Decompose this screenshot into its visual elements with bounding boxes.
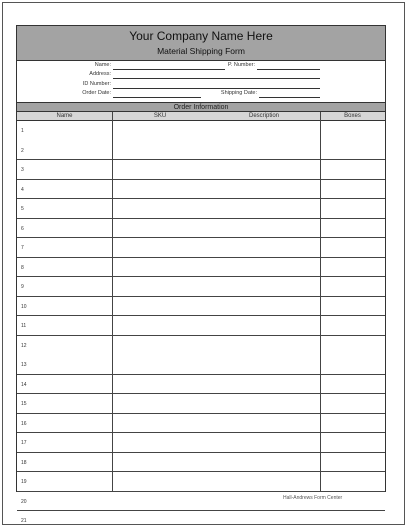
address-label: Address: [89, 71, 111, 77]
row-number: 18 [21, 459, 27, 466]
shipping-date-label: Shipping Date: [220, 90, 257, 96]
id-number-field[interactable] [113, 88, 320, 89]
table-row[interactable] [17, 258, 385, 278]
name-field[interactable] [113, 69, 225, 70]
address-field[interactable] [113, 78, 320, 79]
form-title: Material Shipping Form [157, 46, 245, 56]
table-row[interactable] [17, 375, 385, 395]
name-label: Name: [94, 62, 111, 68]
row-number: 8 [21, 264, 24, 271]
form-header [17, 26, 385, 61]
company-name: Your Company Name Here [129, 29, 273, 43]
row-number: 9 [21, 284, 24, 290]
table-row[interactable] [17, 414, 385, 434]
table-row[interactable] [17, 238, 385, 258]
table-row[interactable] [17, 219, 385, 239]
order-date-field[interactable] [113, 97, 201, 98]
footer-credit: Hall-Andrews Form Center [283, 495, 343, 501]
row-number: 7 [21, 245, 24, 251]
row-number: 12 [21, 342, 27, 349]
row-number: 20 [21, 498, 27, 505]
table-row[interactable] [17, 394, 385, 414]
row-number: 3 [21, 167, 24, 173]
table-row[interactable] [17, 433, 385, 453]
ship-via-label: P. Number: [227, 62, 255, 68]
row-number: 15 [21, 401, 27, 407]
column-header-boxes: Boxes [344, 113, 361, 119]
row-number: 5 [21, 206, 24, 212]
page [2, 2, 405, 525]
ship-via-field[interactable] [257, 69, 320, 70]
row-number: 21 [21, 518, 27, 524]
row-number: 11 [21, 323, 27, 329]
row-number: 4 [21, 186, 24, 193]
table-row[interactable] [17, 277, 385, 297]
column-header-description: Description [248, 113, 279, 119]
row-number: 2 [21, 147, 24, 154]
table-row[interactable] [17, 297, 385, 317]
row-number: 16 [21, 420, 27, 427]
row-number: 10 [21, 303, 27, 310]
row-number: 1 [21, 128, 24, 134]
table-row[interactable] [17, 355, 385, 375]
table-row[interactable] [17, 199, 385, 219]
row-number: 17 [21, 440, 27, 446]
table-row[interactable] [17, 141, 385, 161]
row-number: 14 [21, 381, 27, 388]
order-information-bar: Order Information [17, 102, 385, 112]
id-number-label: ID Number: [82, 81, 111, 87]
table-row[interactable] [17, 180, 385, 200]
table-row[interactable] [17, 316, 385, 336]
column-header-name: Name [56, 113, 73, 119]
row-number: 13 [21, 362, 27, 368]
table-row[interactable] [17, 453, 385, 473]
table-row[interactable] [17, 160, 385, 180]
order-date-label: Order Date: [82, 90, 111, 96]
row-number: 19 [21, 479, 27, 485]
shipping-date-field[interactable] [259, 97, 320, 98]
column-header-sku: SKU [153, 113, 167, 119]
column-header-row [17, 112, 385, 121]
table-row[interactable] [17, 511, 385, 527]
table-row[interactable] [17, 472, 385, 492]
row-number: 6 [21, 225, 24, 232]
